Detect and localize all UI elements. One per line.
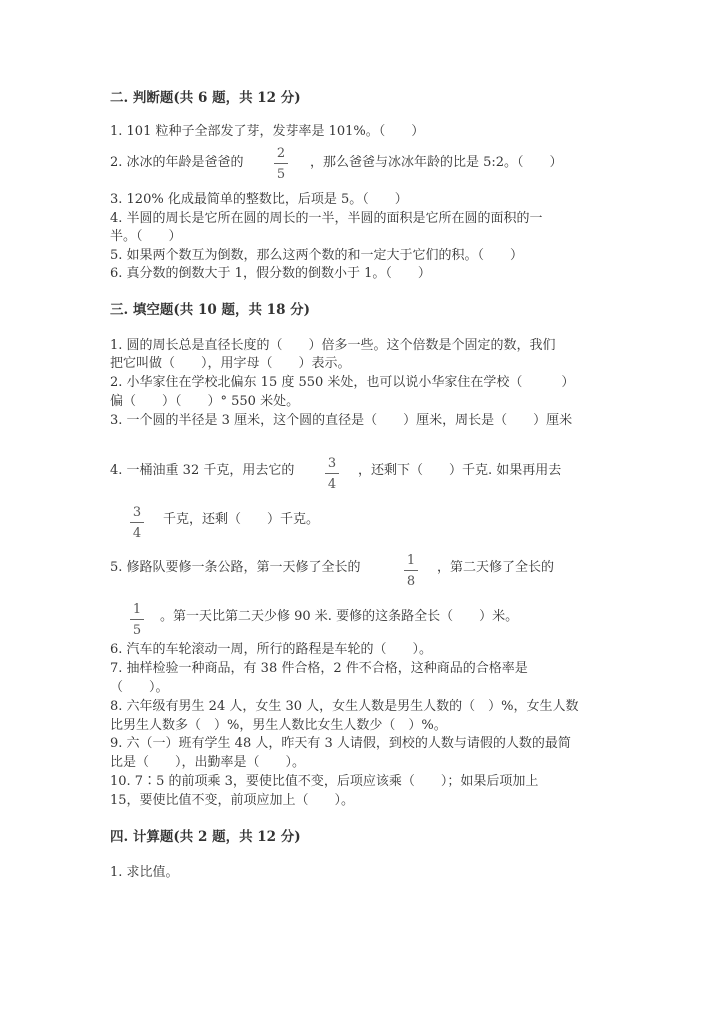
fraction-denominator: 5 <box>132 623 142 638</box>
judge-q6: 6. 真分数的倒数大于 1，假分数的倒数小于 1。（ ） <box>110 266 431 281</box>
fill-q8-line2: 比男生人数多（ ）%，男生人数比女生人数少（ ）%。 <box>110 718 447 733</box>
judge-q4-line1: 4. 半圆的周长是它所在圆的周长的一半，半圆的面积是它所在圆的面积的一 <box>110 211 543 226</box>
fill-q9-line1: 9. 六（一）班有学生 48 人，昨天有 3 人请假，到校的人数与请假的人数的最简 <box>110 736 571 751</box>
fraction-numerator: 3 <box>327 456 337 471</box>
fraction-numerator: 3 <box>132 505 142 520</box>
fill-q4-fraction-2 <box>130 505 144 541</box>
fill-q5-line2: 。第一天比第二天少修 90 米. 要修的这条路全长（ ）米。 <box>160 609 519 624</box>
judge-q5: 5. 如果两个数互为倒数，那么这两个数的和一定大于它们的积。（ ） <box>110 248 524 263</box>
fraction-numerator: 2 <box>276 146 286 161</box>
fill-q5-fraction-1 <box>404 553 418 589</box>
judge-q2-suffix: ，那么爸爸与冰冰年龄的比是 5:2。（ ） <box>310 155 563 170</box>
fill-q7-line2: （ ）。 <box>110 680 169 695</box>
fill-q1-line2: 把它叫做（ ），用字母（ ）表示。 <box>110 356 351 371</box>
fill-q7-line1: 7. 抽样检验一种商品，有 38 件合格，2 件不合格，这种商品的合格率是 <box>110 661 528 676</box>
judge-q1: 1. 101 粒种子全部发了芽，发芽率是 101%。（ ） <box>110 124 425 139</box>
calc-q1: 1. 求比值。 <box>110 865 179 880</box>
fill-q6: 6. 汽车的车轮滚动一周，所行的路程是车轮的（ ）。 <box>110 642 433 657</box>
fraction-numerator: 1 <box>132 602 142 617</box>
section-4-heading: 四. 计算题(共 2 题，共 12 分) <box>110 829 301 845</box>
fill-q4-line2: 千克，还剩（ ）千克。 <box>163 512 320 527</box>
fraction-bar <box>325 473 339 474</box>
fill-q5-prefix: 5. 修路队要修一条公路，第一天修了全长的 <box>110 560 361 575</box>
judge-q2-prefix: 2. 冰冰的年龄是爸爸的 <box>110 155 244 170</box>
fraction-denominator: 4 <box>327 477 337 492</box>
fraction-denominator: 5 <box>276 167 286 182</box>
judge-q3: 3. 120% 化成最简单的整数比，后项是 5。（ ） <box>110 192 408 207</box>
fill-q3: 3. 一个圆的半径是 3 厘米，这个圆的直径是（ ）厘米，周长是（ ）厘米 <box>110 413 573 428</box>
section-3-heading: 三. 填空题(共 10 题，共 18 分) <box>110 302 311 318</box>
fill-q4-prefix: 4. 一桶油重 32 千克，用去它的 <box>110 463 295 478</box>
section-2-heading: 二. 判断题(共 6 题，共 12 分) <box>110 90 301 106</box>
fill-q5-fraction-2 <box>130 602 144 638</box>
fill-q2-line1: 2. 小华家住在学校北偏东 15 度 550 米处，也可以说小华家住在学校（ ） <box>110 375 575 390</box>
fill-q2-line2: 偏（ ）（ ）° 550 米处。 <box>110 394 300 409</box>
fraction-bar <box>130 619 144 620</box>
fill-q10-line2: 15，要使比值不变，前项应加上（ ）。 <box>110 793 355 808</box>
fill-q8-line1: 8. 六年级有男生 24 人，女生 30 人，女生人数是男生人数的（ ）%，女生人数 <box>110 699 579 714</box>
judge-q2-fraction <box>274 146 288 182</box>
fraction-denominator: 8 <box>406 574 416 589</box>
fraction-bar <box>130 522 144 523</box>
judge-q4-line2: 半。（ ） <box>110 229 182 244</box>
fraction-numerator: 1 <box>406 553 416 568</box>
fill-q9-line2: 比是（ ），出勤率是（ ）。 <box>110 755 306 770</box>
fraction-denominator: 4 <box>132 526 142 541</box>
fill-q4-fraction-1 <box>325 456 339 492</box>
fill-q1-line1: 1. 圆的周长总是直径长度的（ ）倍多一些。这个倍数是个固定的数，我们 <box>110 338 556 353</box>
fraction-bar <box>404 570 418 571</box>
fraction-bar <box>274 163 288 164</box>
fill-q5-suffix: ，第二天修了全长的 <box>437 560 555 575</box>
fill-q4-suffix: ，还剩下（ ）千克. 如果再用去 <box>358 463 562 478</box>
fill-q10-line1: 10. 7∶5 的前项乘 3，要使比值不变，后项应该乘（ ）；如果后项加上 <box>110 774 539 789</box>
